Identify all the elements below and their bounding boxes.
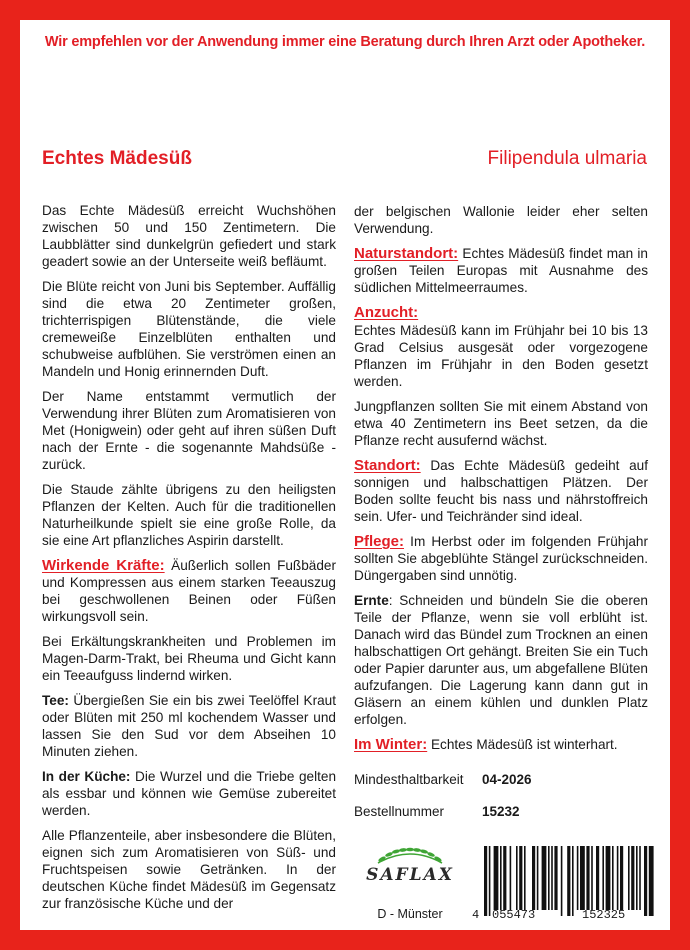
barcode-first-digit: 4 <box>472 908 480 922</box>
barcode-bar <box>489 846 491 916</box>
barcode-bar <box>554 846 557 910</box>
barcode-bar <box>586 846 589 910</box>
barcode-bar <box>532 846 535 910</box>
barcode-bar <box>484 846 487 916</box>
wallonia-paragraph: der belgischen Wallonie leider eher selten Verwendung. <box>354 204 648 236</box>
barcode-bar <box>500 846 502 910</box>
barcode-bar <box>649 846 654 916</box>
barcode-bar <box>602 846 604 910</box>
care-heading: Pflege: <box>354 533 405 550</box>
kitchen-heading: In der Küche: <box>42 769 131 784</box>
barcode-bar <box>551 846 553 910</box>
habitat-paragraph <box>354 245 648 296</box>
order-number-label: Bestellnummer <box>354 804 445 819</box>
left-column <box>42 202 336 920</box>
product-title: Echtes Mädesüß <box>42 148 192 169</box>
barcode-bar <box>606 846 611 910</box>
barcode-bar <box>548 846 550 910</box>
barcode-bar <box>519 846 522 910</box>
order-number-value: 15232 <box>482 804 520 819</box>
barcode-bar <box>572 846 574 916</box>
celts-paragraph: Die Staude zählte übrigens zu den heiligsten Pflanzen der Kelten. Auch für die traditionellen Naturheilkunde spielt sie eine große Rolle, da sie eine Art pflanzliches Aspirin darstellt. <box>42 482 336 548</box>
barcode-bar <box>561 846 563 916</box>
barcode-bar <box>524 846 526 910</box>
habitat-text: Echtes Mädesüß findet man in großen Teilen Europas mit Ausnahme des südlichen Mittelmeerraumes. <box>354 246 648 295</box>
barcode-bar <box>503 846 506 910</box>
harvest-text: : Schneiden und bündeln Sie die oberen Teile der Pflanze, wenn sie voll erblüht ist. Danach wird das Bündel zum Trocknen an einen halbschattigen Ort gehängt. Breiten Sie ein Tuch oder Papier darunter aus, um abgefallene Blüten aufzufangen. Die Lagerung kann dann gut in Gläsern an einem kühlen und dunklen Platz erfolgen. <box>354 593 648 727</box>
barcode-bar <box>612 846 614 910</box>
winter-heading: Im Winter: <box>354 736 428 753</box>
barcode-bar <box>644 846 647 916</box>
warning-notice: Wir empfehlen vor der Anwendung immer eine Beratung durch Ihren Arzt oder Apotheker. <box>44 34 646 50</box>
tea-text: Übergießen Sie ein bis zwei Teelöffel Kraut oder Blüten mit 250 ml kochendem Wasser und lassen Sie den Sud vor dem Abseihen 10 Minuten ziehen. <box>42 693 336 759</box>
barcode-bar <box>537 846 539 910</box>
location-paragraph <box>354 457 648 525</box>
barcode-bar <box>636 846 638 910</box>
barcode-bar <box>510 846 512 910</box>
effects-text: Äußerlich sollen Fußbäder und Kompressen aus einem starken Teeauszug bei geschwollenen Beinen oder Füßen wirkungsvoll sein. <box>42 558 337 624</box>
care-paragraph <box>354 533 648 584</box>
barcode-bar <box>620 846 623 910</box>
best-before-row <box>354 772 532 787</box>
barcode-bar <box>639 846 641 910</box>
right-column <box>354 203 648 761</box>
tea-paragraph <box>42 692 336 760</box>
winter-paragraph <box>354 736 648 753</box>
cultivation-text: Echtes Mädesüß kann im Frühjahr bei 10 bis 13 Grad Celsius ausgesät oder vorgezogene Pflanzen im Frühjahr in den Boden gesetzt werden. <box>354 323 648 389</box>
winter-text: Echtes Mädesüß ist winterhart. <box>427 737 618 752</box>
harvest-heading: Ernte <box>354 593 389 608</box>
barcode-bar <box>631 846 634 910</box>
effects-heading: Wirkende Kräfte: <box>42 557 165 574</box>
care-text: Im Herbst oder im folgenden Frühjahr sollten Sie abgeblühte Stängel zurückschneiden. Düngergaben sind unnötig. <box>354 534 648 583</box>
barcode-bar <box>596 846 599 910</box>
kitchen-text: Die Wurzel und die Triebe gelten als essbar und können wie Gemüse zubereitet werden. <box>42 769 337 818</box>
habitat-heading: Naturstandort: <box>354 245 459 262</box>
spacing-paragraph: Jungpflanzen sollten Sie mit einem Abstand von etwa 40 Zentimetern ins Beet setzen, da die Pflanze recht ausufernd wächst. <box>354 399 648 448</box>
cultivation-heading: Anzucht: <box>354 304 419 321</box>
barcode-group-2: 152325 <box>582 908 626 922</box>
ailments-paragraph: Bei Erkältungskrankheiten und Problemen im Magen-Darm-Trakt, bei Rheuma und Gicht kann ein Teeaufguss lindernd wirken. <box>42 634 336 683</box>
logo-wordmark: SAFLAX <box>366 865 454 885</box>
flavoring-paragraph: Alle Pflanzenteile, aber insbesondere die Blüten, eignen sich zum Aromatisieren von Süß- und Fruchtspeisen sowie Getränken. In der deutschen Küche findet Mädesüß im Gegensatz zur französische Küche und der <box>42 828 336 911</box>
harvest-paragraph <box>354 592 648 728</box>
order-number-row <box>354 804 520 819</box>
name-origin-paragraph: Der Name entstammt vermutlich der Verwendung ihrer Blüten zum Aromatisieren von Met (Honigwein) oder geht auf ihren süßen Duft nach der Ernte - die sogenannte Mahdsüße - zurück. <box>42 389 336 472</box>
best-before-value: 04-2026 <box>482 772 532 787</box>
barcode-bar <box>542 846 547 910</box>
barcode-bar <box>628 846 630 910</box>
barcode-group-1: 055473 <box>492 908 536 922</box>
tea-heading: Tee: <box>42 693 69 708</box>
barcode-bar <box>577 846 579 910</box>
barcode-bar <box>516 846 518 910</box>
manufacturer-location: D - Münster <box>377 907 443 921</box>
barcode-bar <box>617 846 619 910</box>
barcode-bar <box>580 846 585 910</box>
best-before-label: Mindesthaltbarkeit <box>354 772 464 787</box>
effects-paragraph <box>42 557 336 625</box>
product-label <box>20 20 670 930</box>
location-heading: Standort: <box>354 457 421 474</box>
description-paragraph: Das Echte Mädesüß erreicht Wuchshöhen zwischen 50 und 150 Zentimetern. Die Laubblätter sind dunkelgrün gefiedert und stark geadert sowie an der Unterseite weiß befläumt. <box>42 203 336 269</box>
cultivation-paragraph <box>354 304 648 390</box>
kitchen-paragraph <box>42 768 336 819</box>
bloom-paragraph: Die Blüte reicht von Juni bis September. Auffällig sind die etwa 20 Zentimeter großen, trichterrispigen Blütenstände, die viele cremeweiße Einzelblüten enthalten und schubweise aufblühen. Sie verströmen einen an Mandeln und Honig erinnernden Duft. <box>42 279 336 379</box>
barcode-bar <box>567 846 570 916</box>
location-text: Das Echte Mädesüß gedeiht auf sonnigen und halbschattigen Plätzen. Der Boden sollte feucht bis nass und nährstoffreich sein. Ufer- und Teichränder sind ideal. <box>354 458 648 524</box>
barcode-bar <box>591 846 593 910</box>
barcode-bar <box>494 846 499 910</box>
saflax-logo <box>356 843 464 905</box>
botanical-name: Filipendula ulmaria <box>487 148 647 169</box>
